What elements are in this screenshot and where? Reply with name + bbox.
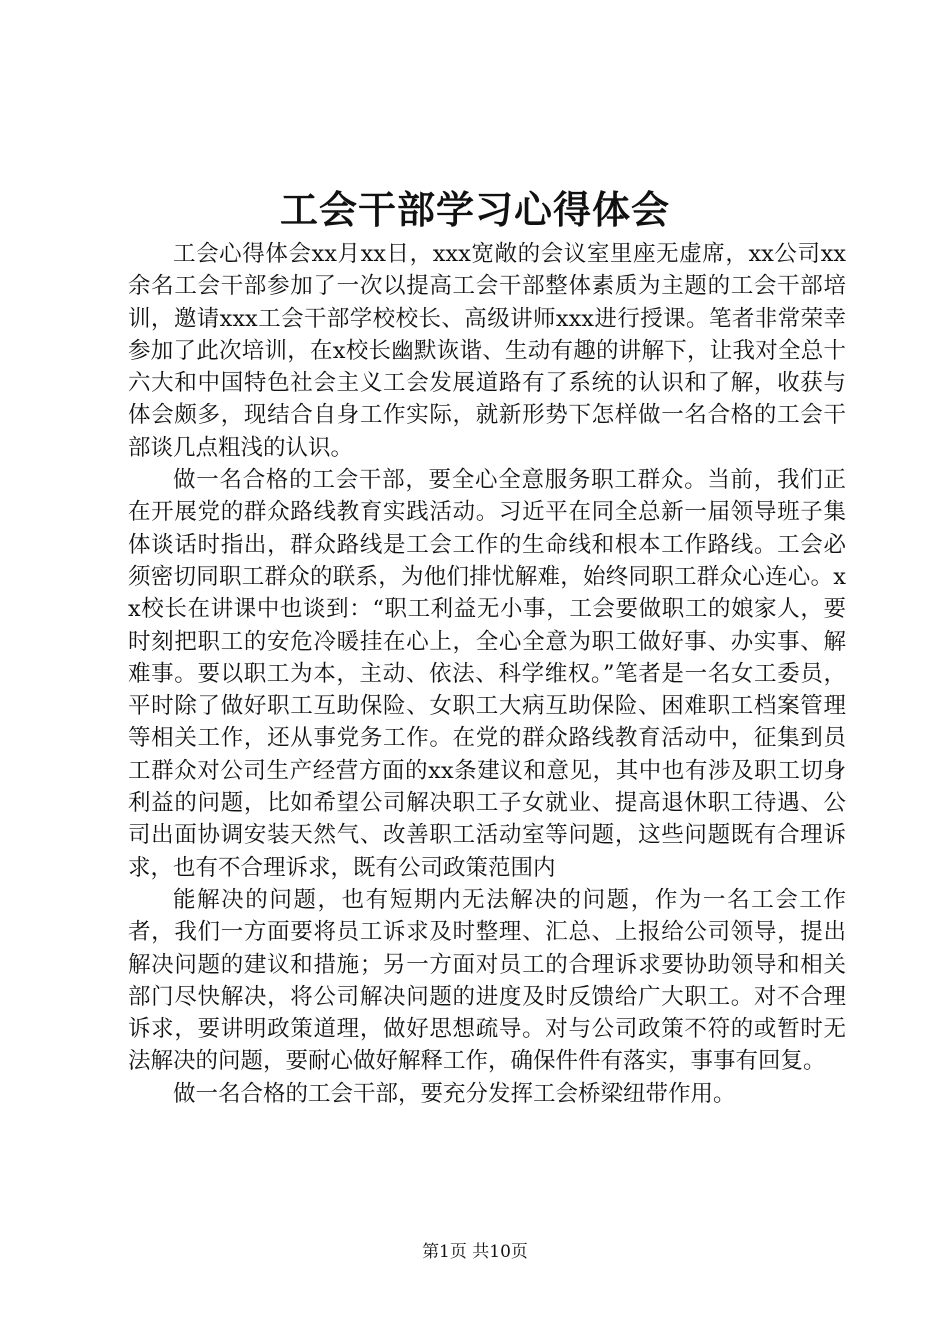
document-title: 工会干部学习心得体会 (279, 187, 670, 232)
paragraph-4: 做一名合格的工会干部，要充分发挥工会桥梁纽带作用。 (173, 1080, 736, 1107)
paragraph-3: 能解决的问题，也有短期内无法解决的问题，作为一名工会工作者，我们一方面要将员工诉求及时整理、汇总、上报给公司领导，提出解决问题的建议和措施；另一方面对员工的合理诉求要协助领导和相关部门尽快解决，将公司解决问题的进度及时反馈给广大职工。对不合理诉求，要讲明政策道理，做好思想疏导。对与公司政策不符的或暂时无法解决的问题，要耐心做好解释工作，确保件件有落实，事事有回复。 (128, 886, 846, 1075)
paragraph-2: 做一名合格的工会干部，要全心全意服务职工群众。当前，我们正在开展党的群众路线教育实践活动。习近平在同全总新一届领导班子集体谈话时指出，群众路线是工会工作的生命线和根本工作路线。工会必须密切同职工群众的联系，为他们排忧解难，始终同职工群众心连心。xx校长在讲课中也谈到：“职工利益无小事，工会要做职工的娘家人，要时刻把职工的安危冷暖挂在心上，全心全意为职工做好事、办实事、解难事。要以职工为本，主动、依法、科学维权。”笔者是一名女工委员，平时除了做好职工互助保险、女职工大病互助保险、困难职工档案管理等相关工作，还从事党务工作。在党的群众路线教育活动中，征集到员工群众对公司生产经营方面的xx条建议和意见，其中也有涉及职工切身利益的问题，比如希望公司解决职工子女就业、提高退休职工待遇、公司出面协调安装天然气、改善职工活动室等问题，这些问题既有合理诉求，也有不合理诉求，既有公司政策范围内 (128, 467, 846, 881)
paragraph-1: 工会心得体会xx月xx日，xxx宽敞的会议室里座无虚席，xx公司xx余名工会干部参加了一次以提高工会干部整体素质为主题的工会干部培训，邀请xxx工会干部学校校长、高级讲师xxx进行授课。笔者非常荣幸参加了此次培训，在x校长幽默诙谐、生动有趣的讲解下，让我对全总十六大和中国特色社会主义工会发展道路有了系统的认识和了解，收获与体会颇多，现结合自身工作实际，就新形势下怎样做一名合格的工会干部谈几点粗浅的认识。 (128, 241, 846, 461)
document-body (128, 238, 846, 1110)
page-number-footer: 第1页 共10页 (422, 1242, 528, 1262)
